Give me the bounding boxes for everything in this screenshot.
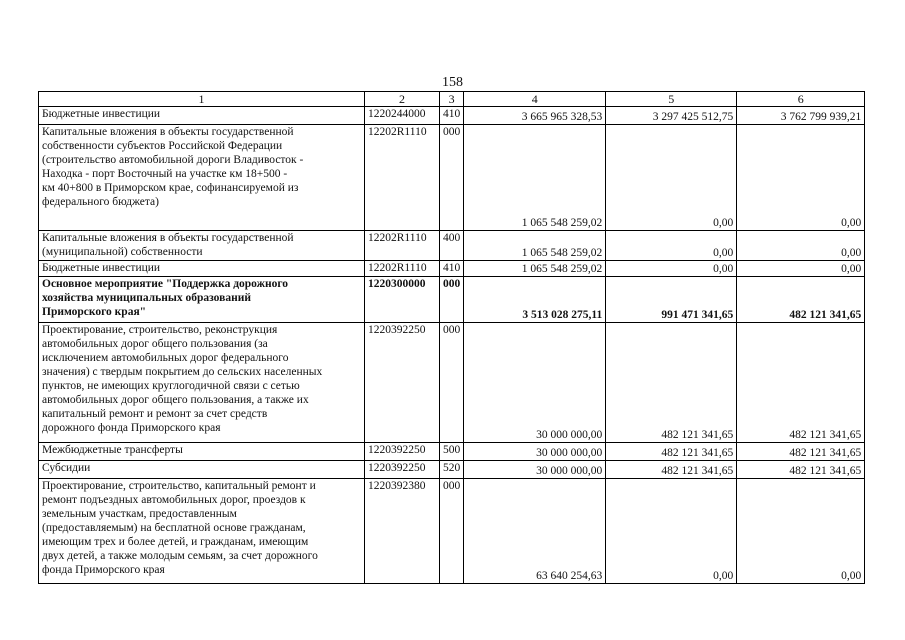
row-value-5-cell: 482 121 341,65: [606, 461, 737, 479]
table-body: [39, 92, 865, 584]
row-code-cell: 1220300000: [365, 277, 440, 323]
row-value-6-cell: 0,00: [737, 479, 865, 584]
row-name-line: Субсидии: [42, 462, 91, 474]
row-vr-cell: 410: [440, 261, 464, 277]
row-name-line: Основное мероприятие "Поддержка дорожного: [42, 278, 289, 290]
row-name-line: (строительство автомобильной дороги Владивосток -: [42, 154, 304, 166]
row-name-cell: [39, 461, 365, 479]
table-row: [39, 277, 865, 323]
row-name-line: Проектирование, строительство, капитальный ремонт и: [42, 480, 316, 492]
row-value-5-cell: 3 297 425 512,75: [606, 107, 737, 125]
row-value-6-cell: 482 121 341,65: [737, 461, 865, 479]
row-name-line: (муниципальной) собственности: [42, 246, 203, 258]
header-cell-2: 2: [365, 92, 440, 107]
row-vr-cell: 000: [440, 323, 464, 443]
table-row: [39, 107, 865, 125]
row-name-line: Капитальные вложения в объекты государственной: [42, 126, 294, 138]
header-cell-5: 5: [606, 92, 737, 107]
row-value-5-cell: 482 121 341,65: [606, 323, 737, 443]
row-name-cell: [39, 261, 365, 277]
row-name-cell: [39, 125, 365, 231]
row-code-cell: 12202R1110: [365, 231, 440, 261]
row-name-cell: [39, 277, 365, 323]
row-vr-cell: 520: [440, 461, 464, 479]
row-name-line: ремонт подъездных автомобильных дорог, проездов к: [42, 494, 306, 506]
table-row: [39, 323, 865, 443]
row-vr-cell: 500: [440, 443, 464, 461]
table-row: [39, 479, 865, 584]
row-name-line: исключением автомобильных дорог федерального: [42, 352, 289, 364]
row-name-line: Приморского края": [42, 306, 147, 318]
row-code-cell: 1220392380: [365, 479, 440, 584]
row-value-4-cell: 63 640 254,63: [464, 479, 606, 584]
row-value-6-cell: 482 121 341,65: [737, 323, 865, 443]
row-name-line: значения) с твердым покрытием до сельских населенных: [42, 366, 323, 378]
row-name-line: Капитальные вложения в объекты государственной: [42, 232, 294, 244]
row-name-line: (предоставляемым) на бесплатной основе гражданам,: [42, 522, 306, 534]
table-row: [39, 461, 865, 479]
header-cell-3: 3: [440, 92, 464, 107]
row-value-4-cell: 30 000 000,00: [464, 461, 606, 479]
table-header-row: [39, 92, 865, 107]
row-value-4-cell: 1 065 548 259,02: [464, 231, 606, 261]
row-name-line: земельным участкам, предоставленным: [42, 508, 237, 520]
row-value-4-cell: 3 665 965 328,53: [464, 107, 606, 125]
table-row: [39, 261, 865, 277]
page-number: 158: [442, 75, 463, 90]
table-row: [39, 443, 865, 461]
row-value-6-cell: 482 121 341,65: [737, 443, 865, 461]
row-vr-cell: 000: [440, 479, 464, 584]
row-name-line: Бюджетные инвестиции: [42, 108, 161, 120]
row-value-6-cell: 0,00: [737, 231, 865, 261]
row-vr-cell: 000: [440, 125, 464, 231]
row-value-4-cell: 3 513 028 275,11: [464, 277, 606, 323]
row-value-5-cell: 0,00: [606, 125, 737, 231]
row-code-cell: 1220244000: [365, 107, 440, 125]
row-value-6-cell: 0,00: [737, 125, 865, 231]
row-name-line: собственности субъектов Российской Федерации: [42, 140, 283, 152]
header-cell-4: 4: [464, 92, 606, 107]
row-value-4-cell: 30 000 000,00: [464, 443, 606, 461]
header-cell-1: 1: [39, 92, 365, 107]
row-name-cell: [39, 231, 365, 261]
row-name-cell: [39, 479, 365, 584]
budget-table: [38, 91, 865, 584]
row-name-line: Находка - порт Восточный на участке км 18+500 -: [42, 168, 288, 180]
row-name-line: имеющим трех и более детей, и гражданам, имеющим: [42, 536, 309, 548]
row-name-line: автомобильных дорог общего пользования (за: [42, 338, 268, 350]
row-name-line: федерального бюджета): [42, 196, 159, 208]
row-vr-cell: 400: [440, 231, 464, 261]
row-name-cell: [39, 107, 365, 125]
row-vr-cell: 000: [440, 277, 464, 323]
row-name-cell: [39, 443, 365, 461]
row-name-line: Проектирование, строительство, реконструкция: [42, 324, 278, 336]
row-value-5-cell: 0,00: [606, 231, 737, 261]
row-name-line: пунктов, не имеющих круглогодичной связи с сетью: [42, 380, 300, 392]
header-cell-6: 6: [737, 92, 865, 107]
row-value-5-cell: 991 471 341,65: [606, 277, 737, 323]
row-value-4-cell: 1 065 548 259,02: [464, 125, 606, 231]
row-name-line: фонда Приморского края: [42, 564, 165, 576]
row-name-line: автомобильных дорог общего пользования, а также их: [42, 394, 309, 406]
row-vr-cell: 410: [440, 107, 464, 125]
row-value-4-cell: 30 000 000,00: [464, 323, 606, 443]
row-name-line: хозяйства муниципальных образований: [42, 292, 251, 304]
table-row: [39, 231, 865, 261]
row-code-cell: 12202R1110: [365, 261, 440, 277]
row-code-cell: 1220392250: [365, 461, 440, 479]
row-name-cell: [39, 323, 365, 443]
row-value-6-cell: 3 762 799 939,21: [737, 107, 865, 125]
row-value-5-cell: 482 121 341,65: [606, 443, 737, 461]
row-value-6-cell: 482 121 341,65: [737, 277, 865, 323]
row-code-cell: 12202R1110: [365, 125, 440, 231]
row-value-6-cell: 0,00: [737, 261, 865, 277]
row-value-5-cell: 0,00: [606, 261, 737, 277]
row-name-line: км 40+800 в Приморском крае, софинансируемой из: [42, 182, 299, 194]
row-name-line: капитальный ремонт и ремонт за счет средств: [42, 408, 268, 420]
row-name-line: дорожного фонда Приморского края: [42, 422, 221, 434]
row-code-cell: 1220392250: [365, 323, 440, 443]
row-name-line: двух детей, а также молодым семьям, за счет дорожного: [42, 550, 318, 562]
row-name-line: Межбюджетные трансферты: [42, 444, 183, 456]
row-code-cell: 1220392250: [365, 443, 440, 461]
row-name-line: Бюджетные инвестиции: [42, 262, 161, 274]
row-value-5-cell: 0,00: [606, 479, 737, 584]
table-row: [39, 125, 865, 231]
row-value-4-cell: 1 065 548 259,02: [464, 261, 606, 277]
